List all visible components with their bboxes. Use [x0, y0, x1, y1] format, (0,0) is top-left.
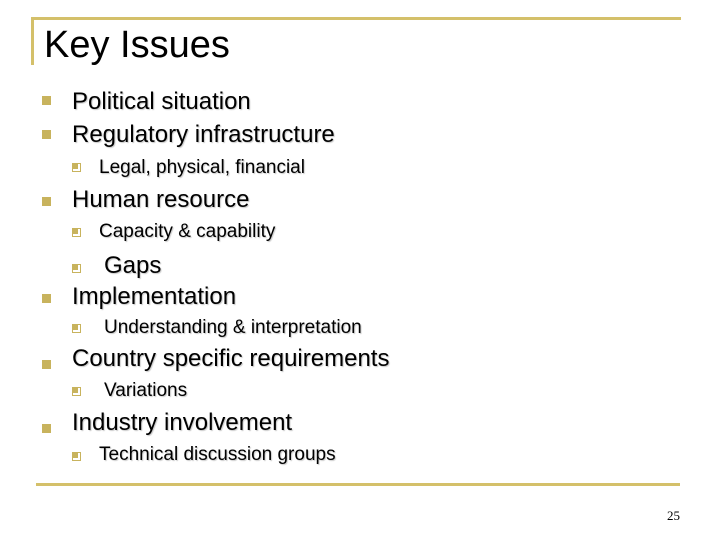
sub-bullet-legal-physical-financial: Legal, physical, financial — [99, 157, 305, 178]
hollow-square-bullet-icon — [72, 452, 81, 461]
bottom-rule — [36, 483, 680, 486]
square-bullet-icon — [42, 96, 51, 105]
square-bullet-icon — [42, 294, 51, 303]
bullet-regulatory-infrastructure: Regulatory infrastructure — [72, 121, 335, 148]
square-bullet-icon — [42, 424, 51, 433]
hollow-square-bullet-icon — [72, 264, 81, 273]
page-number: 25 — [667, 508, 680, 523]
square-bullet-icon — [42, 130, 51, 139]
sub-bullet-variations: Variations — [104, 380, 188, 401]
hollow-square-bullet-icon — [72, 163, 81, 172]
hollow-square-bullet-icon — [72, 228, 81, 237]
hollow-square-bullet-icon — [72, 324, 81, 333]
left-rule — [31, 17, 34, 65]
bullet-political-situation: Political situation — [72, 88, 251, 115]
sub-bullet-technical-discussion-groups: Technical discussion groups — [99, 444, 336, 465]
square-bullet-icon — [42, 360, 51, 369]
top-rule — [34, 17, 681, 20]
hollow-square-bullet-icon — [72, 387, 81, 396]
bullet-industry-involvement: Industry involvement — [72, 409, 293, 436]
bullet-human-resource: Human resource — [72, 186, 250, 213]
sub-bullet-gaps: Gaps — [104, 252, 162, 279]
slide-title: Key Issues — [44, 24, 230, 66]
sub-bullet-capacity-capability: Capacity & capability — [99, 221, 276, 242]
bullet-implementation: Implementation — [72, 283, 237, 310]
bullet-country-specific-requirements: Country specific requirements — [72, 345, 390, 372]
square-bullet-icon — [42, 197, 51, 206]
sub-bullet-understanding-interpretation: Understanding & interpretation — [104, 317, 362, 338]
